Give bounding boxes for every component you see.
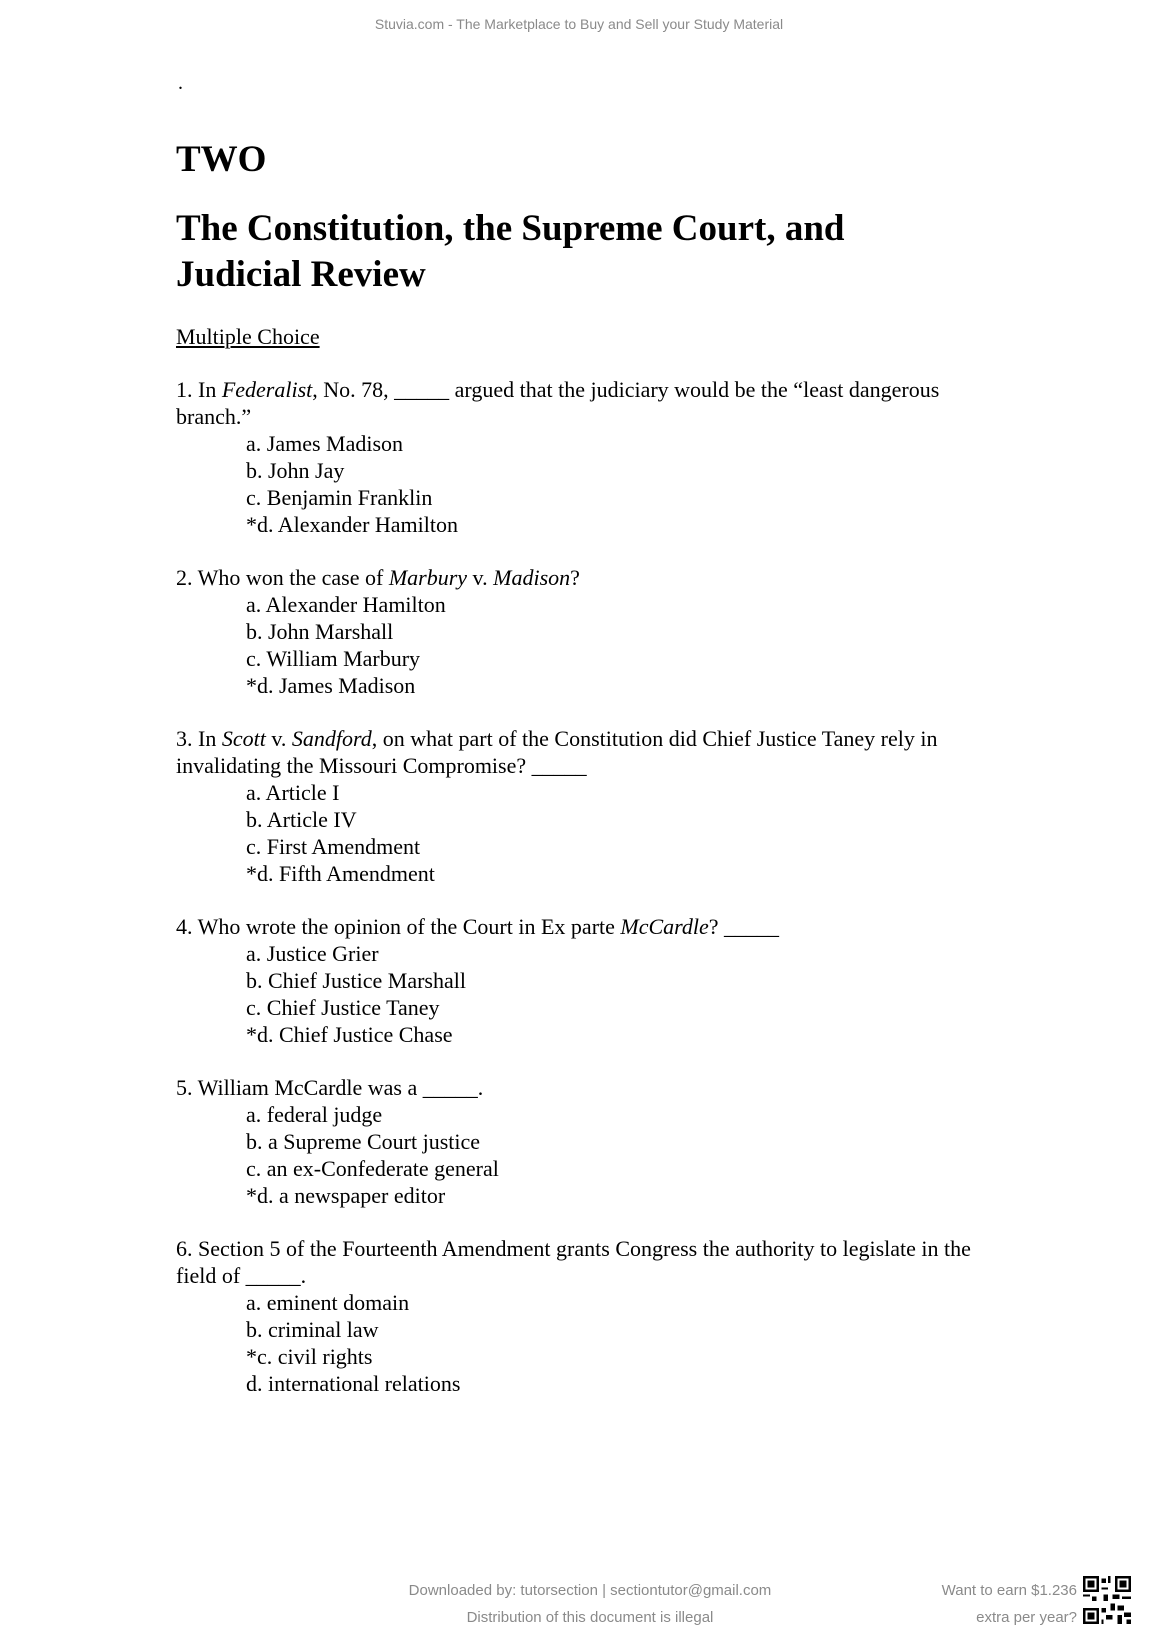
question-3 [176,725,1006,887]
download-info: Downloaded by: tutorsection | sectiontutor@gmail.com [408,1582,772,1599]
stem-italic-text: Marbury [388,565,468,590]
answer-option: a. federal judge [246,1102,383,1127]
stem-italic-text: Scott [221,726,266,751]
question-4 [176,913,1006,1048]
question-5 [176,1074,1006,1209]
qr-code-icon[interactable] [1083,1576,1131,1624]
answer-option: a. eminent domain [246,1290,410,1315]
stem-italic-text: Sandford [291,726,372,751]
question-stem [176,913,1006,940]
page-dot: . [178,72,183,94]
site-header: Stuvia.com - The Marketplace to Buy and Sell your Study Material [374,16,784,32]
stem-text: , No. 78, _____ argued that the judiciary would be the “least dangerous branch.” [176,377,940,429]
earn-line-1: Want to earn $1.236 [941,1582,1077,1599]
answer-option: c. First Amendment [246,834,421,859]
question-stem [176,564,1006,591]
answer-option: a. Justice Grier [246,941,379,966]
stem-text: v. [265,726,292,751]
stem-text: ? [570,565,580,590]
footer-notice [300,1577,880,1631]
answer-option: a. James Madison [246,431,404,456]
answer-option: *d. James Madison [246,673,416,698]
answer-option: b. Chief Justice Marshall [246,968,466,993]
stem-text: 1. In [176,377,222,402]
answer-option: b. Article IV [246,807,357,832]
stem-italic-text: Madison [493,565,571,590]
stem-text: 5. William McCardle was a _____. [176,1075,484,1100]
answer-option: d. international relations [246,1371,461,1396]
stem-text: ? _____ [708,914,780,939]
chapter-title: The Constitution, the Supreme Court, and Judicial Review [176,208,845,295]
earn-line-2: extra per year? [976,1609,1077,1626]
question-stem [176,1074,1006,1101]
answer-option: b. John Marshall [246,619,394,644]
section-heading: Multiple Choice [176,324,320,349]
question-stem [176,725,1006,779]
answer-option: c. an ex-Confederate general [246,1156,499,1181]
answer-option: *d. a newspaper editor [246,1183,446,1208]
answer-option: a. Article I [246,780,340,805]
answer-options [176,1101,1006,1209]
answer-options [176,1289,1006,1397]
stem-text: 6. Section 5 of the Fourteenth Amendment grants Congress the authority to legislate in the field of _____. [176,1236,971,1288]
stem-text: 3. In [176,726,222,751]
stem-italic-text: Federalist [221,377,313,402]
answer-options [176,940,1006,1048]
stem-text: v. [467,565,494,590]
answer-option: b. criminal law [246,1317,379,1342]
answer-option: b. a Supreme Court justice [246,1129,481,1154]
distribution-notice: Distribution of this document is illegal [466,1609,714,1626]
stem-text: , on what part of the Constitution did Chief Justice Taney rely in invalidating the Missouri Compromise? _____ [176,726,938,778]
answer-option: c. Chief Justice Taney [246,995,440,1020]
earn-promo[interactable] [942,1577,1077,1631]
question-list [176,376,1006,1423]
answer-option: *c. civil rights [246,1344,373,1369]
answer-options [176,591,1006,699]
question-stem [176,1235,1006,1289]
question-6 [176,1235,1006,1397]
answer-option: a. Alexander Hamilton [246,592,446,617]
stem-italic-text: McCardle [620,914,709,939]
question-stem [176,376,1006,430]
answer-option: *d. Fifth Amendment [246,861,435,886]
question-1 [176,376,1006,538]
answer-option: c. Benjamin Franklin [246,485,433,510]
answer-options [176,779,1006,887]
answer-option: c. William Marbury [246,646,421,671]
answer-option: *d. Alexander Hamilton [246,512,459,537]
chapter-number: TWO [176,139,267,180]
answer-option: b. John Jay [246,458,345,483]
question-2 [176,564,1006,699]
stem-text: 4. Who wrote the opinion of the Court in Ex parte [176,914,621,939]
answer-options [176,430,1006,538]
stem-text: 2. Who won the case of [176,565,389,590]
answer-option: *d. Chief Justice Chase [246,1022,453,1047]
